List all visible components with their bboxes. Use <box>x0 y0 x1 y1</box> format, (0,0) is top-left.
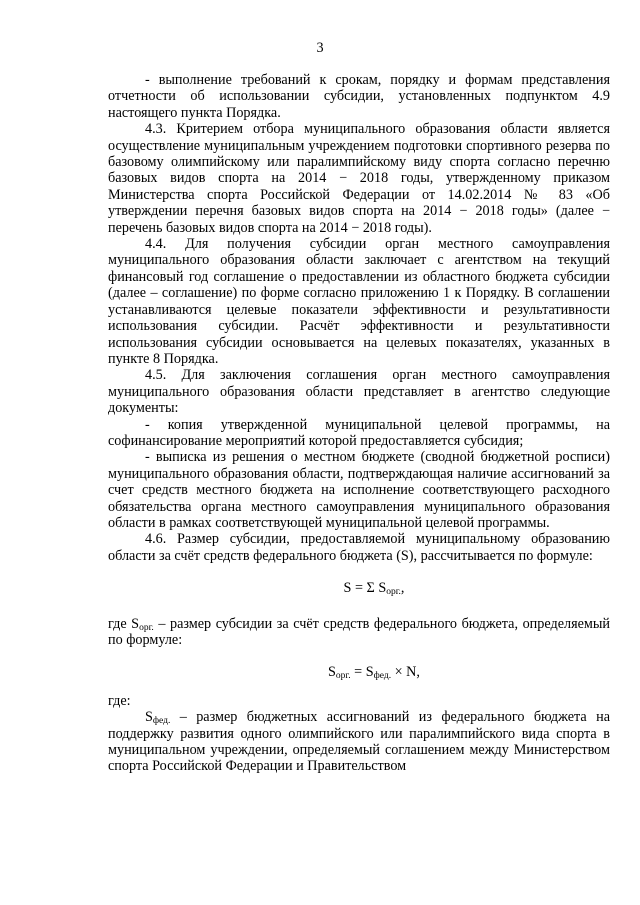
formula-subsidy-sum: S = Σ $S_{орг.}$, <box>343 580 405 598</box>
paragraph-def-sfed: $S_{фед.}$ – размер бюджетных ассигнований из федерального бюджета на поддержку развития одного олимпийского или паралимпийского вида спорта в муниципальном учреждении, определяемый соглашением между Министерством спорта Российской Федерации и Правительством <box>108 709 610 775</box>
list-item-program-copy: - копия утвержденной муниципальной целевой программы, на софинансирование мероприятий которой предоставляется субсидия; <box>108 416 610 449</box>
paragraph-where-sorg: где $S_{орг.}$ – размер субсидии за счёт средств федерального бюджета, определяемый по формуле: <box>108 615 610 648</box>
paragraph-4-6-subsidy-size: 4.6. Размер субсидии, предоставляемой муниципальному образованию области за счёт средств федерального бюджета (S), рассчитывается по формуле: <box>108 531 610 564</box>
formula-sorg: $S_{орг.} = S_{фед.} \times N$, <box>328 664 420 682</box>
paragraph-where: где: <box>108 692 131 709</box>
paragraph-reporting-requirements: - выполнение требований к срокам, порядку и формам представления отчетности об использовании субсидии, установленных подпунктом 4.9 настоящего пункта Порядка. <box>108 72 610 121</box>
document-body <box>108 72 610 775</box>
list-item-budget-extract: - выписка из решения о местном бюджете (сводной бюджетной росписи) муниципального образования области, подтверждающая наличие ассигнований за счет средств местного бюджета на исполнение соответствующего расходного обязательства органа местного самоуправления муниципального образования области в рамках соответствующей муниципальной целевой программы. <box>108 449 610 531</box>
page-number: 3 <box>316 40 324 56</box>
paragraph-4-3-selection-criterion: 4.3. Критерием отбора муниципального образования области является осуществление муниципальным учреждением подготовки спортивного резерва по базовому олимпийскому или паралимпийскому виду спорта согласно перечню базовых видов спорта на 2014 − 2018 годы, утвержденному приказом Министерства спорта Российской Федерации от 14.02.2014 № 83 «Об утверждении перечня базовых видов спорта на 2014 − 2018 годы» (далее − перечень базовых видов спорта на 2014 − 2018 годы). <box>108 121 610 236</box>
paragraph-4-4-agreement: 4.4. Для получения субсидии орган местного самоуправления муниципального образования области заключает с агентством на текущий финансовый год соглашение о предоставлении из областного бюджета субсидии (далее – соглашение) по форме согласно приложению 1 к Порядку. В соглашении устанавливаются целевые показатели эффективности и результативности использования субсидии. Расчёт эффективности и результативности использования субсидии основывается на целевых показателях, указанных в пункте 8 Порядка. <box>108 236 610 367</box>
paragraph-4-5-documents: 4.5. Для заключения соглашения орган местного самоуправления муниципального образования области представляет в агентство следующие документы: <box>108 367 610 417</box>
